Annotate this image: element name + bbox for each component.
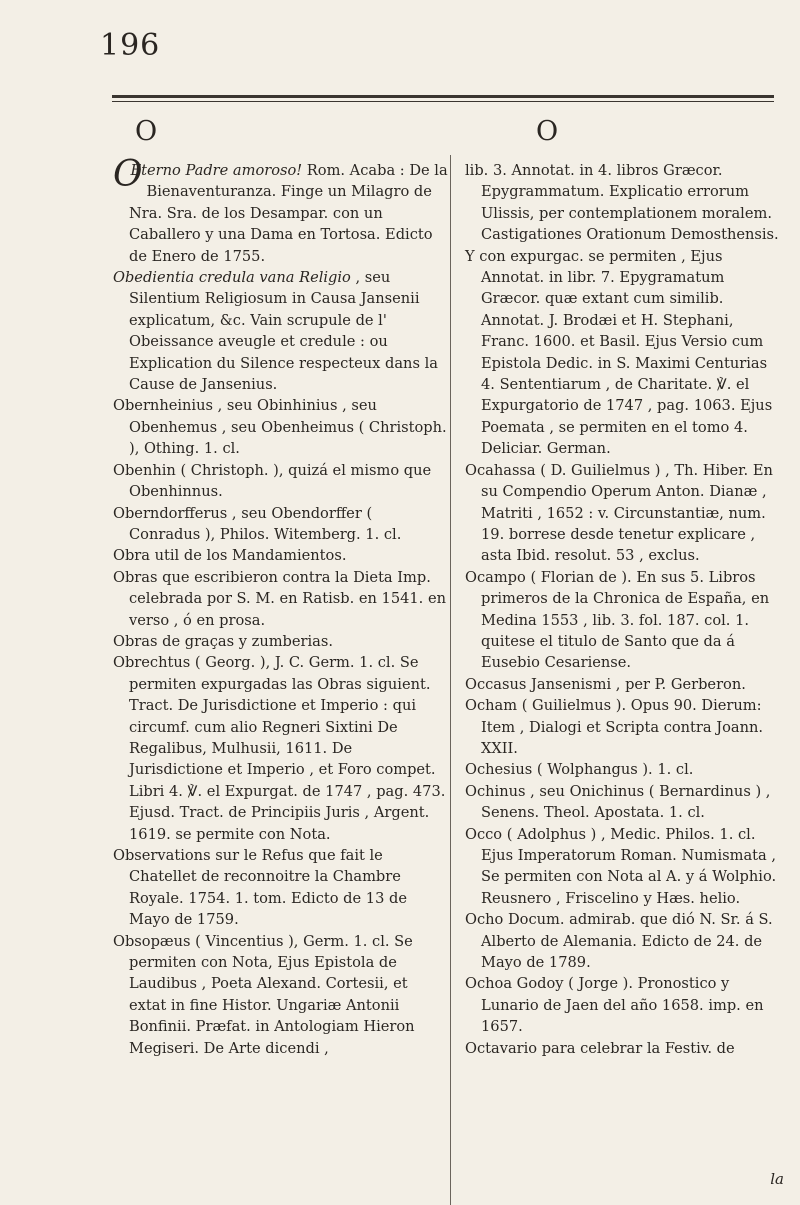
entry-text: Ochesius ( Wolphangus ). 1. cl.: [465, 761, 694, 779]
entry-text: Obra util de los Mandamientos.: [113, 547, 347, 565]
catchword: la: [770, 1170, 784, 1188]
drop-cap: O: [113, 154, 143, 195]
column-head-left: O: [135, 116, 158, 147]
entry-text: Rom. Acaba : De la Bienaventuranza. Finge un Milagro de Nra. Sra. de los Desampar. con un Caballero y una Dama en Tortosa. Edicto de Enero de 1755.: [129, 162, 448, 265]
header-rule-thin: [112, 101, 774, 102]
entry-text: Obras que escribieron contra la Dieta Imp. celebrada por S. M. en Ratisb. en 1541. en verso , ó en prosa.: [113, 568, 447, 629]
index-entry: [113, 460, 448, 503]
entry-text: Occo ( Adolphus ) , Medic. Philos. 1. cl. Ejus Imperatorum Roman. Numismata , Se permiten con Nota al A. y á Wolphio. Reusnero , Friscelino y Hæs. helio.: [465, 825, 777, 907]
entry-text: Ocahassa ( D. Guilielmus ) , Th. Hiber. En su Compendio Operum Anton. Dianæ , Matriti , 1652 : v. Circunstantiæ, num. 19. borrese desde tenetur explicare , asta Ibid. resolut. 53 , exclus.: [465, 461, 773, 565]
entry-text: Obenhin ( Christoph. ), quizá el mismo que Obenhinnus.: [113, 461, 432, 501]
index-entry: [113, 631, 448, 652]
entry-title: Eterno Padre amoroso!: [130, 162, 303, 179]
entry-text: Ochoa Godoy ( Jorge ). Pronostico y Lunario de Jaen del año 1658. imp. en 1657.: [465, 975, 764, 1036]
entry-text: Occasus Jansenismi , per P. Gerberon.: [465, 675, 746, 693]
index-entry: [465, 909, 785, 973]
index-entry: [465, 567, 785, 674]
entry-text: Ocampo ( Florian de ). En sus 5. Libros primeros de la Chronica de España, en Medina 1553 , lib. 3. fol. 187. col. 1. quitese el titulo de Santo que da á Eusebio Cesariense.: [465, 568, 770, 672]
column-divider: [450, 155, 451, 1205]
entry-text: Obrechtus ( Georg. ), J. C. Germ. 1. cl. Se permiten expurgadas las Obras siguient. Tract. De Jurisdictione et Imperio : qui circumf. cum alio Regneri Sixtini De Regalibus, Mulhusii, 1611. De Jurisdictione et Imperio , et Foro compet. Libri 4. ℣. el Expurgat. de 1747 , pag. 473. Ejusd. Tract. de Principiis Juris , Argent. 1619. se permite con Nota.: [113, 654, 446, 843]
index-entry: [465, 759, 785, 780]
index-entry: [113, 503, 448, 546]
index-entry: [465, 824, 785, 910]
column-head-right: O: [536, 116, 559, 147]
entry-text: Obsopæus ( Vincentius ), Germ. 1. cl. Se permiten con Nota, Ejus Epistola de Laudibus , Poeta Alexand. Cortesii, et extat in fine Histor. Ungariæ Antonii Bonfinii. Præfat. in Antologiam Hieron Megiseri. De Arte dicendi ,: [113, 932, 415, 1057]
entry-title: Obedientia credula vana Religio: [113, 269, 351, 287]
page-number: 196: [100, 28, 161, 63]
entry-text: Octavario para celebrar la Festiv. de: [465, 1039, 735, 1057]
index-entry: [465, 781, 785, 824]
index-entry: [465, 695, 785, 759]
index-entry: [465, 246, 785, 460]
entry-text: Ocham ( Guilielmus ). Opus 90. Dierum: Item , Dialogi et Scripta contra Joann. XXII.: [465, 697, 764, 757]
entry-text: Ochinus , seu Onichinus ( Bernardinus ) , Senens. Theol. Apostata. 1. cl.: [465, 782, 771, 822]
index-entry: [113, 652, 448, 845]
right-column: [465, 160, 785, 1059]
left-column: [113, 154, 448, 1059]
index-entry: [113, 395, 448, 459]
entry-text: Obras de graças y zumberias.: [113, 632, 334, 650]
entry-text: lib. 3. Annotat. in 4. libros Græcor. Epygrammatum. Explicatio errorum Ulissis, per contemplationem moralem. Castigationes Orationum Demosthensis.: [465, 162, 779, 244]
entry-text: Oberndorfferus , seu Obendorffer ( Conradus ), Philos. Witemberg. 1. cl.: [113, 504, 402, 543]
entry-text: , seu Silentium Religiosum in Causa Jansenii explicatum, &c. Vain scrupule de l' Obeissance aveugle et credule : ou Explication du Silence respecteux dans la Cause de Jansenius.: [129, 269, 438, 394]
header-rule-thick: [112, 95, 774, 98]
index-entry: [465, 1038, 785, 1059]
index-entry: [113, 845, 448, 931]
index-entry: [465, 460, 785, 567]
entry-text: Ocho Docum. admirab. que dió N. Sr. á S. Alberto de Alemania. Edicto de 24. de Mayo de 1789.: [465, 911, 773, 972]
index-entry: [465, 973, 785, 1037]
entry-text: Obernheinius , seu Obinhinius , seu Obenhemus , seu Obenheimus ( Christoph. ), Othing. 1. cl.: [113, 397, 447, 458]
index-entry: [113, 931, 448, 1059]
entry-text: Y con expurgac. se permiten , Ejus Annotat. in libr. 7. Epygramatum Græcor. quæ extant cum similib. Annotat. J. Brodæi et H. Stephani, Franc. 1600. et Basil. Ejus Versio cum Epistola Dedic. in S. Maximi Centurias 4. Sententiarum , de Charitate. ℣. el Expurgatorio de 1747 , pag. 1063. Ejus Poemata , se permiten en el tomo 4. Deliciar. German.: [465, 247, 773, 458]
entry-text: Observations sur le Refus que fait le Chatellet de reconnoitre la Chambre Royale. 1754. 1. tom. Edicto de 13 de Mayo de 1759.: [113, 847, 407, 929]
index-entry: [113, 545, 448, 566]
index-entry: [465, 160, 785, 246]
index-entry: [113, 267, 448, 395]
index-entry: [113, 154, 448, 267]
index-entry: [113, 567, 448, 631]
index-entry: [465, 674, 785, 695]
